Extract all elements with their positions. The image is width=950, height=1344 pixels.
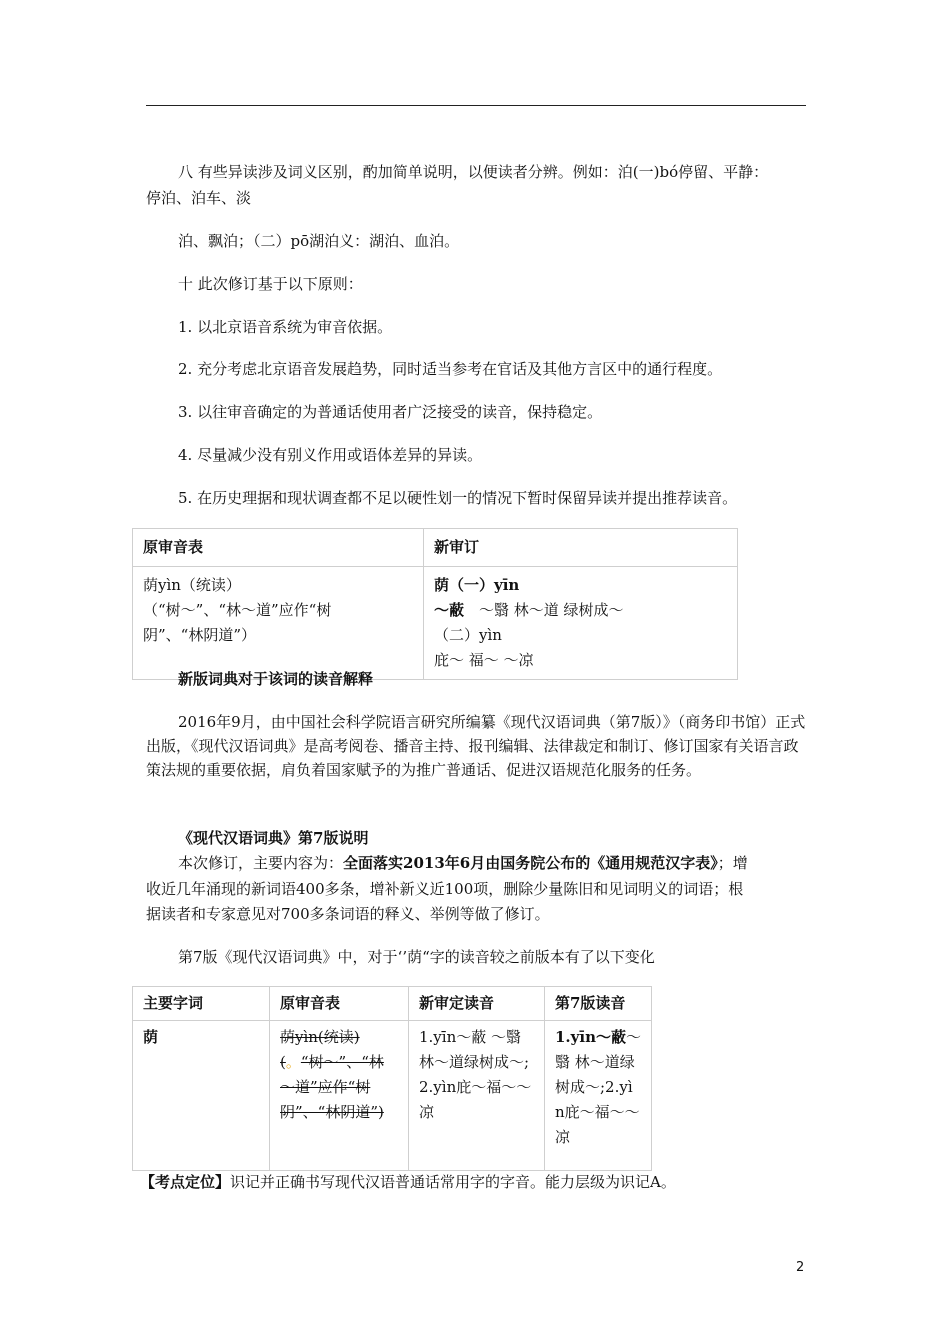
principle-item-1: 1. 以北京语音系统为审音依据。 xyxy=(178,318,393,336)
cell-text: ～翳 林～道 绿树成～ xyxy=(464,601,624,619)
comparison-table xyxy=(132,528,738,680)
struck-text: “树～”、“林～道”应作“树阴”、“林阴道”) xyxy=(280,1053,384,1121)
edition7-bold-text: 全面落实2013年6月由国务院公布的《通用规范汉字表》 xyxy=(343,854,718,872)
table-cell-new xyxy=(424,567,738,680)
edition7-line1-text: 本次修订，主要内容为： xyxy=(178,854,344,872)
edition7-title: 《现代汉语词典》第7版说明 xyxy=(178,829,369,847)
para8-line1: 八 有些异读涉及词义区别，酌加简单说明，以便读者分辨。例如：泊(一)bó停留、平静： xyxy=(178,163,769,181)
table-header: 第7版读音 xyxy=(545,987,652,1021)
edition7-line3: 据读者和专家意见对700多条词语的释义、举例等做了修订。 xyxy=(146,905,550,923)
section-title: 新版词典对于该词的读音解释 xyxy=(178,670,374,688)
cell-line: （二）yìn xyxy=(434,626,502,644)
table-header: 主要字词 xyxy=(133,987,270,1021)
table-row xyxy=(133,987,652,1021)
cell-line: 庇～ 福～ ～凉 xyxy=(434,651,534,669)
principle-item-4: 4. 尽量减少没有别义作用或语体差异的异读。 xyxy=(178,446,483,464)
reading-change-table xyxy=(132,986,652,1171)
table-header: 原审音表 xyxy=(270,987,409,1021)
kaodian-label: 【考点定位】 xyxy=(140,1173,231,1191)
cell-text: ～翳 林～道绿树成～;2.yìn庇～福～～凉 xyxy=(555,1028,641,1146)
cell-line: 荫yìn（统读） xyxy=(143,576,241,594)
principle-item-3: 3. 以往审音确定的为普通话使用者广泛接受的读音，保持稳定。 xyxy=(178,403,603,421)
table-header: 新审订 xyxy=(424,529,738,567)
change-intro: 第7版《现代汉语词典》中，对于‘’荫“字的读音较之前版本有了以下变化 xyxy=(178,948,655,966)
struck-text: 荫yìn(统读)( xyxy=(280,1028,360,1071)
header-rule xyxy=(146,105,806,106)
edition7-line1-tail: ；增 xyxy=(717,854,748,872)
principle-item-5: 5. 在历史理据和现状调查都不足以硬性划一的情况下暂时保留异读并提出推荐读音。 xyxy=(178,489,738,507)
para8-line2: 停泊、泊车、淡 xyxy=(146,189,252,207)
table-cell-word: 荫 xyxy=(133,1021,270,1171)
page-number: 2 xyxy=(796,1260,805,1275)
table-cell-old xyxy=(133,567,424,680)
cell-line: 阴”、“林阴道”） xyxy=(143,626,257,644)
mark-dot: 。 xyxy=(285,1053,301,1071)
table-header: 新审定读音 xyxy=(409,987,545,1021)
table-row xyxy=(133,529,738,567)
cell-bold-text: 1.yīn～蔽 xyxy=(555,1028,626,1046)
table-row xyxy=(133,1021,652,1171)
edition7-line2: 收近几年涌现的新词语400多条，增补新义近100项，删除少量陈旧和见词明义的词语；根 xyxy=(146,880,744,898)
para8-line3: 泊、飘泊；（二）pō湖泊义：湖泊、血泊。 xyxy=(178,232,460,250)
edition7-line1 xyxy=(178,851,748,875)
dictionary-paragraph: 2016年9月，由中国社会科学院语言研究所编纂《现代汉语词典（第7版）》（商务印书馆）正式出版，《现代汉语词典》是高考阅卷、播音主持、报刊编辑、法律裁定和制订、修订国家有关语言政策法规的重要依据，肩负着国家赋予的为推广普通话、促进汉语规范化服务的任务。 xyxy=(146,713,806,779)
table-cell-v7-reading xyxy=(545,1021,652,1171)
table-row xyxy=(133,567,738,680)
table-cell-new-reading: 1.yīn～蔽 ～翳 林～道绿树成～;2.yìn庇～福～～凉 xyxy=(409,1021,545,1171)
table-cell-old-reading xyxy=(270,1021,409,1171)
kaodian-text: 识记并正确书写现代汉语普通话常用字的字音。能力层级为识记A。 xyxy=(230,1173,676,1191)
cell-line: 荫（一）yīn xyxy=(434,576,520,594)
para10-heading: 十 此次修订基于以下原则： xyxy=(178,275,363,293)
kaodian-line xyxy=(140,1170,804,1194)
cell-line: （“树～”、“林～道”应作“树 xyxy=(143,601,332,619)
cell-bold-text: ～蔽 xyxy=(434,601,465,619)
cell-line xyxy=(434,598,727,623)
table-header: 原审音表 xyxy=(133,529,424,567)
principle-item-2: 2. 充分考虑北京语音发展趋势，同时适当参考在官话及其他方言区中的通行程度。 xyxy=(178,360,723,378)
